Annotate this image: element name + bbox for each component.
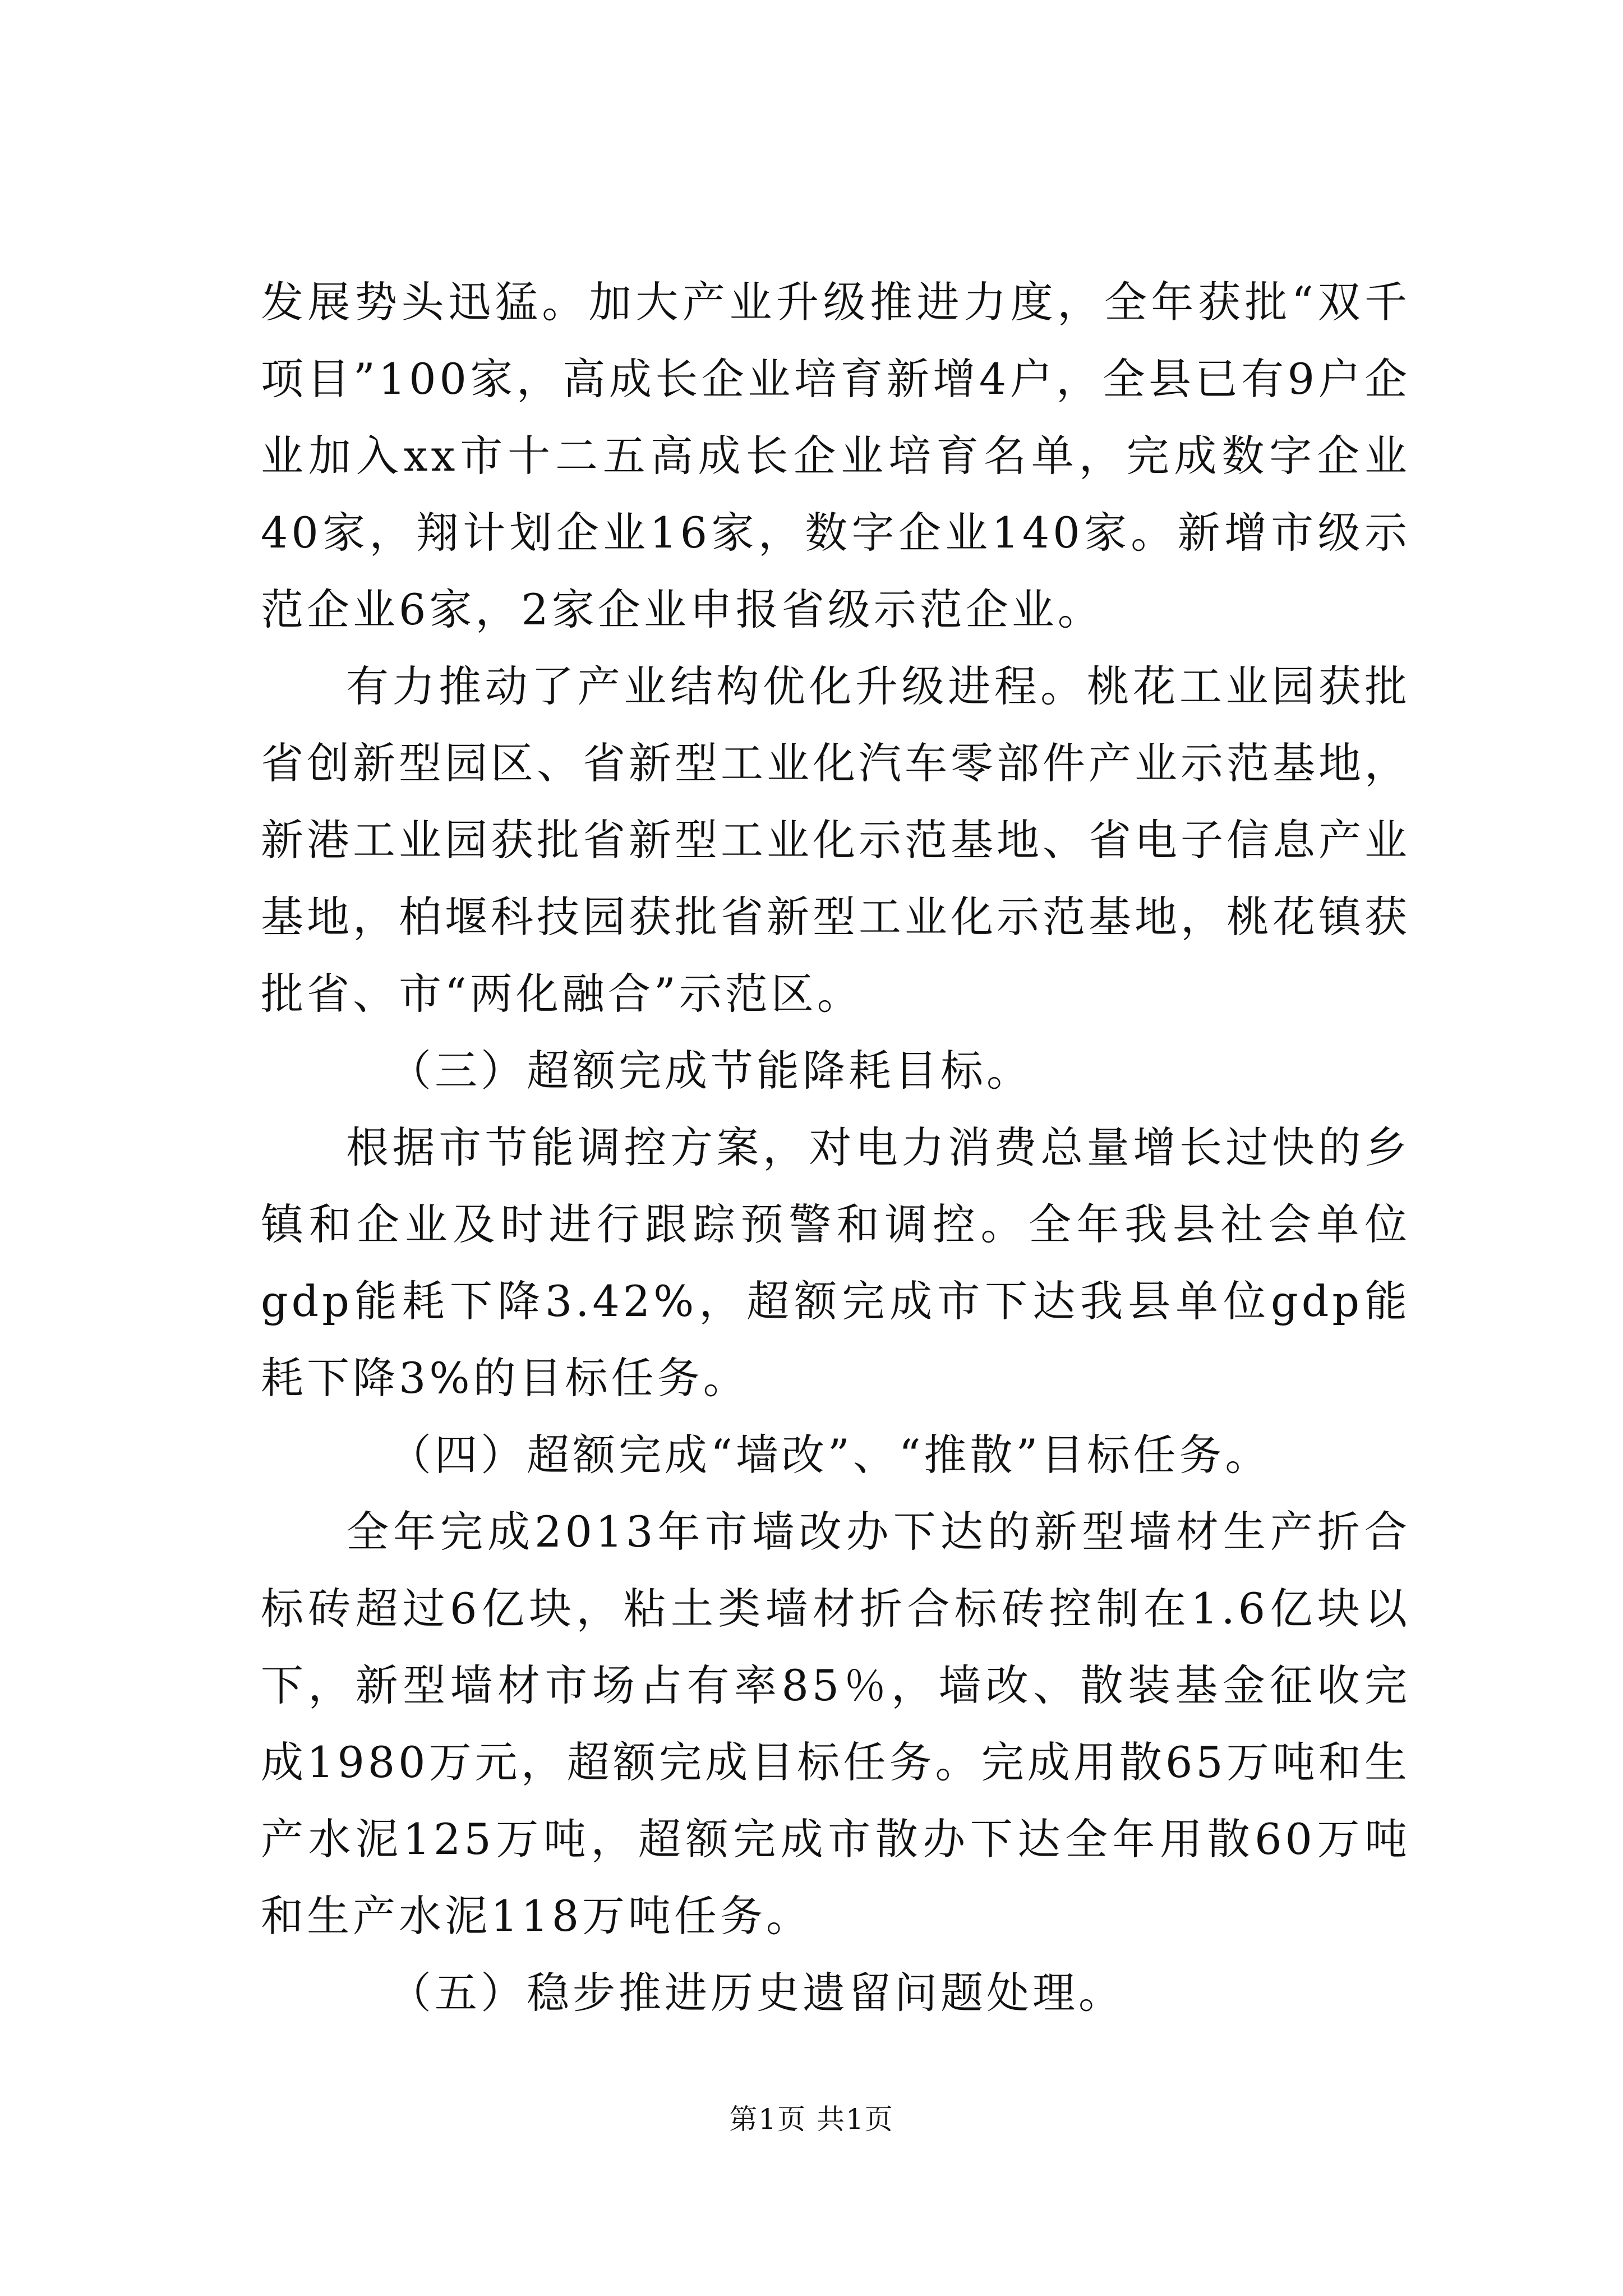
section-heading-legacy-issues: （五）稳步推进历史遗留问题处理。: [389, 1968, 1124, 2018]
paragraph-continuation: 发展势头迅猛。加大产业升级推进力度，全年获批“双千项目”100家，高成长企业培育新增4户，全县已有9户企业加入xx市十二五高成长企业培育名单，完成数字企业40家，翔计划企业16家，数字企业140家。新增市级示范企业6家，2家企业申报省级示范企业。: [261, 277, 1410, 634]
paragraph-energy: 根据市节能调控方案，对电力消费总量增长过快的乡镇和企业及时进行跟踪预警和调控。全年我县社会单位gdp能耗下降3.42%，超额完成市下达我县单位gdp能耗下降3%的目标任务。: [261, 1122, 1410, 1403]
section-heading-energy: （三）超额完成节能降耗目标。: [389, 1046, 1032, 1096]
document-body: [261, 264, 1410, 2031]
page-footer: 第1页 共1页: [729, 2103, 894, 2136]
paragraph-industrial-parks: 有力推动了产业结构优化升级进程。桃花工业园获批省创新型园区、省新型工业化汽车零部件产业示范基地，新港工业园获批省新型工业化示范基地、省电子信息产业基地，柏堰科技园获批省新型工业化示范基地，桃花镇获批省、市“两化融合”示范区。: [261, 661, 1410, 1019]
paragraph-wall-reform: 全年完成2013年市墙改办下达的新型墙材生产折合标砖超过6亿块，粘土类墙材折合标砖控制在1.6亿块以下，新型墙材市场占有率85％，墙改、散装基金征收完成1980万元，超额完成目标任务。完成用散65万吨和生产水泥125万吨，超额完成市散办下达全年用散60万吨和生产水泥118万吨任务。: [261, 1507, 1410, 1941]
section-heading-wall-reform: （四）超额完成“墙改”、“推散”目标任务。: [389, 1430, 1271, 1480]
